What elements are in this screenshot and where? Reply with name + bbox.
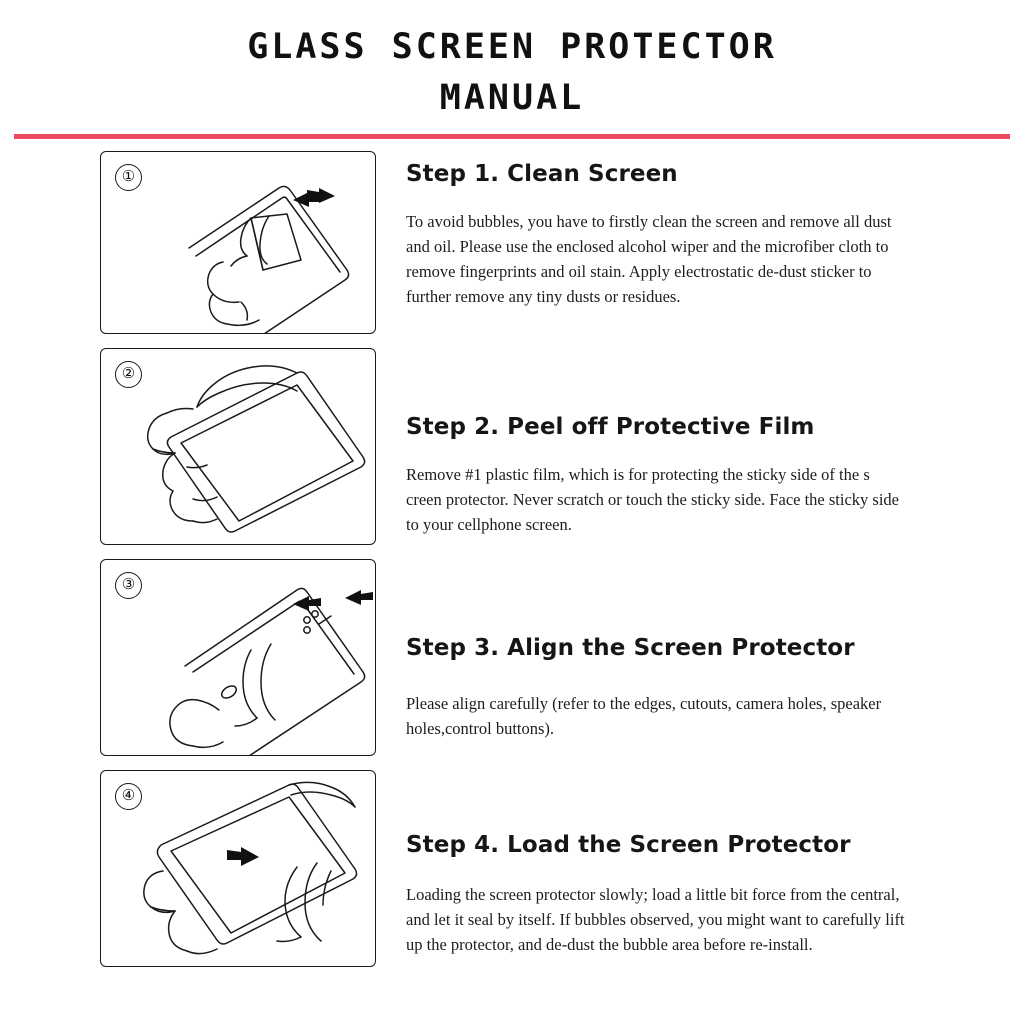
step-4-figure bbox=[100, 770, 376, 967]
hand-wiping-phone-with-cloth-icon bbox=[101, 152, 376, 334]
step-4-title: Step 4. Load the Screen Protector bbox=[406, 831, 851, 858]
step-1-title: Step 1. Clean Screen bbox=[406, 160, 678, 187]
arrow-right-icon bbox=[345, 590, 373, 605]
page-title-line-1: GLASS SCREEN PROTECTOR bbox=[247, 27, 777, 67]
step-3 bbox=[0, 559, 1024, 756]
step-2-body bbox=[406, 348, 1024, 537]
step-2-title: Step 2. Peel off Protective Film bbox=[406, 413, 815, 440]
step-1-text: To avoid bubbles, you have to firstly clean the screen and remove all dust and oil. Please use the enclosed alcohol wiper and the microfiber cloth to remove fingerprints and oil stain. Apply electrostatic de-dust sticker to further remove any tiny dusts or residues. bbox=[406, 211, 892, 306]
step-2 bbox=[0, 348, 1024, 545]
step-4 bbox=[0, 770, 1024, 967]
step-3-number: ③ bbox=[115, 572, 142, 599]
step-4-text: Loading the screen protector slowly; load a little bit force from the central, and let it seal by itself. If bubbles observed, you might want to carefully lift up the protector, and de-dust the bubble area before re-install. bbox=[406, 884, 905, 954]
step-2-number: ② bbox=[115, 361, 142, 388]
hand-aligning-protector-over-phone-icon bbox=[101, 560, 376, 756]
step-1-body bbox=[406, 151, 1024, 309]
arrow-left-icon bbox=[227, 847, 259, 866]
arrow-left-icon bbox=[293, 596, 321, 611]
step-3-figure bbox=[100, 559, 376, 756]
hand-peeling-film-from-protector-icon bbox=[101, 349, 376, 545]
step-4-body bbox=[406, 770, 1024, 957]
title-block bbox=[0, 0, 1024, 124]
figure-frame bbox=[100, 559, 376, 756]
step-2-text: Remove #1 plastic film, which is for protecting the sticky side of the s creen protector. Never scratch or touch the sticky side. Face the sticky side to your cellphone screen. bbox=[406, 464, 899, 534]
figure-frame bbox=[100, 770, 376, 967]
figure-frame bbox=[100, 348, 376, 545]
step-4-number: ④ bbox=[115, 783, 142, 810]
figure-frame bbox=[100, 151, 376, 334]
step-3-text: Please align carefully (refer to the edges, cutouts, camera holes, speaker holes,control buttons). bbox=[406, 693, 882, 738]
step-3-body bbox=[406, 559, 1024, 741]
step-1-number: ① bbox=[115, 164, 142, 191]
steps-list bbox=[0, 139, 1024, 967]
step-1-figure bbox=[100, 151, 376, 334]
step-1 bbox=[0, 151, 1024, 334]
step-2-figure bbox=[100, 348, 376, 545]
step-3-title: Step 3. Align the Screen Protector bbox=[406, 634, 855, 661]
hand-pressing-protector-onto-phone-icon bbox=[101, 771, 376, 967]
page-title-line-2: MANUAL bbox=[439, 77, 585, 118]
